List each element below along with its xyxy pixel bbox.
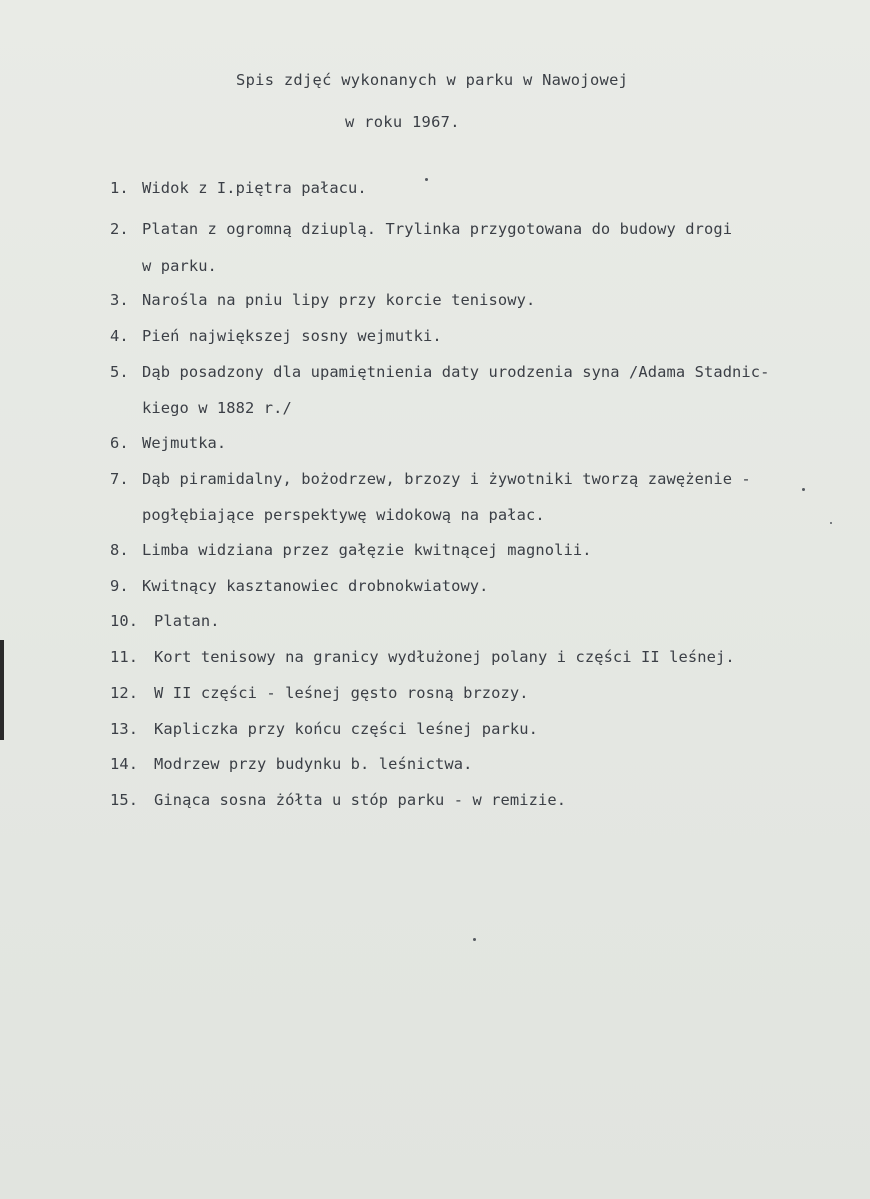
list-item [110,612,220,630]
item-number: 9. [110,577,129,595]
item-text: Dąb piramidalny, bożodrzew, brzozy i żywotniki tworzą zawężenie - [142,470,751,488]
item-number: 15. [110,791,139,809]
item-number: 12. [110,684,139,702]
paper-speck [473,938,476,941]
paper-speck [425,178,428,181]
list-item [110,648,735,666]
list-item [110,363,770,381]
item-text: w parku. [142,257,217,275]
item-number: 6. [110,434,129,452]
item-text: Wejmutka. [142,434,227,452]
list-item [110,720,538,738]
document-subtitle: w roku 1967. [345,113,460,131]
item-text: W II części - leśnej gęsto rosną brzozy. [154,684,529,702]
item-number: 8. [110,541,129,559]
item-text: Kwitnący kasztanowiec drobnokwiatowy. [142,577,489,595]
list-item [110,434,226,452]
scan-edge-mark [0,640,4,740]
item-text: pogłębiające perspektywę widokową na pałac. [142,506,545,524]
item-text: Platan. [154,612,220,630]
item-text: Ginąca sosna żółta u stóp parku - w remizie. [154,791,567,809]
document-title: Spis zdjęć wykonanych w parku w Nawojowej [236,71,629,89]
list-item-continuation [142,257,217,275]
list-item [110,791,566,809]
list-item [110,291,535,309]
item-number: 3. [110,291,129,309]
item-text: kiego w 1882 r./ [142,399,292,417]
item-text: Kapliczka przy końcu części leśnej parku. [154,720,539,738]
list-item [110,577,489,595]
list-item [110,220,732,238]
list-item [110,755,472,773]
item-text: Modrzew przy budynku b. leśnictwa. [154,755,473,773]
item-number: 4. [110,327,129,345]
item-number: 7. [110,470,129,488]
list-item [110,470,751,488]
item-number: 14. [110,755,139,773]
item-text: Dąb posadzony dla upamiętnienia daty urodzenia syna /Adama Stadnic- [142,363,770,381]
item-text: Platan z ogromną dziuplą. Trylinka przygotowana do budowy drogi [142,220,733,238]
item-number: 1. [110,179,129,197]
item-text: Pień największej sosny wejmutki. [142,327,442,345]
list-item [110,327,442,345]
item-number: 2. [110,220,129,238]
item-text: Limba widziana przez gałęzie kwitnącej magnolii. [142,541,592,559]
item-number: 13. [110,720,139,738]
item-text: Kort tenisowy na granicy wydłużonej polany i części II leśnej. [154,648,735,666]
item-text: Narośla na pniu lipy przy korcie tenisowy. [142,291,536,309]
list-item [110,684,529,702]
paper-speck [802,488,805,491]
list-item-continuation [142,506,545,524]
item-text: Widok z I.piętra pałacu. [142,179,367,197]
item-number: 10. [110,612,139,630]
list-item [110,179,367,197]
item-number: 11. [110,648,139,666]
item-number: 5. [110,363,129,381]
list-item [110,541,592,559]
list-item-continuation [142,399,292,417]
paper-speck [830,522,832,524]
